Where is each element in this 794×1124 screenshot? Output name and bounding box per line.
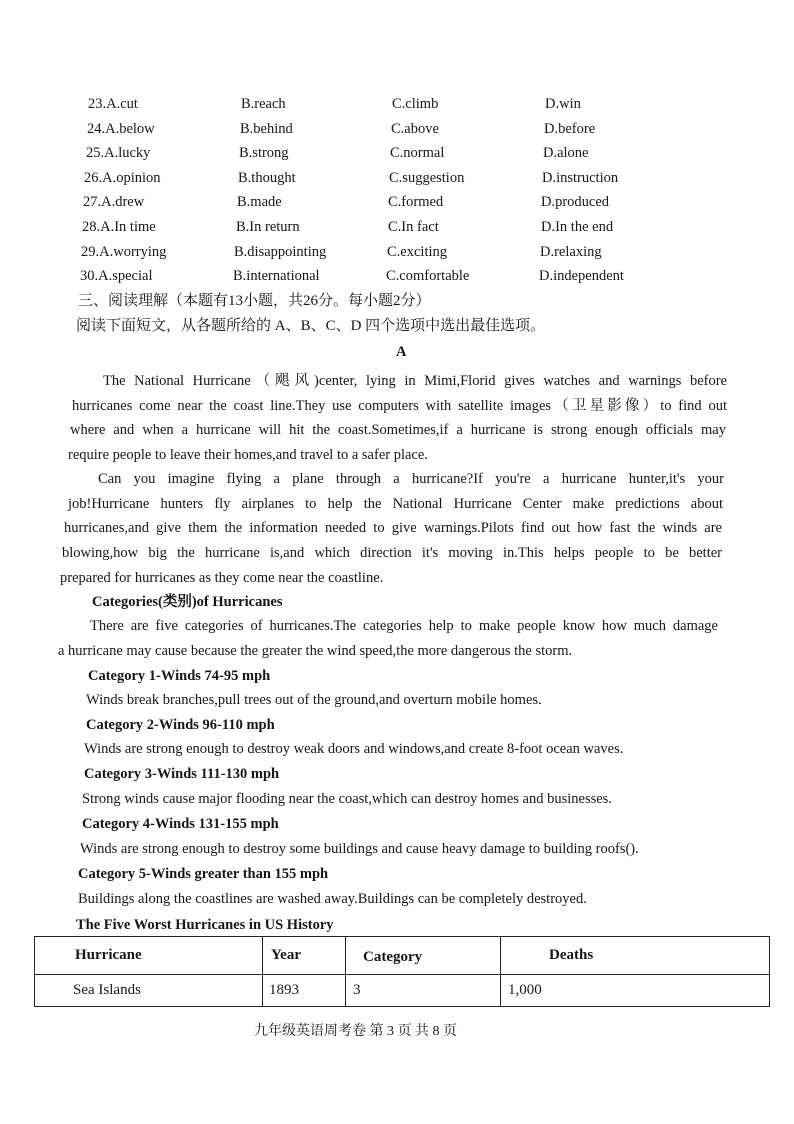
category-3-title: Category 3-Winds 111-130 mph [84, 766, 280, 782]
paragraph-2-line: hurricanes,and give them the information needed to give warnings.Pilots find out how fast the winds are [64, 520, 722, 536]
option-b: B.In return [236, 219, 300, 235]
cell-deaths: 1,000 [501, 975, 770, 1007]
option-a: 24.A.below [87, 121, 155, 137]
option-b: B.behind [240, 121, 293, 137]
header-hurricane: Hurricane [35, 937, 263, 975]
option-d: D.relaxing [540, 244, 602, 260]
option-c: C.climb [392, 96, 439, 112]
option-row-28 [0, 217, 794, 237]
category-2-desc: Winds are strong enough to destroy weak doors and windows,and create 8-foot ocean waves. [84, 741, 624, 757]
option-d: D.produced [541, 194, 610, 210]
option-d: D.win [545, 96, 581, 112]
option-b: B.thought [238, 170, 296, 186]
option-row-26 [0, 168, 794, 188]
option-c: C.suggestion [389, 170, 465, 186]
table-header-row [35, 937, 770, 975]
paragraph-1-line: hurricanes come near the coast line.They use computers with satellite images（卫星影像）to find out [72, 398, 727, 414]
option-d: D.alone [543, 145, 589, 161]
option-c: C.normal [390, 145, 445, 161]
option-b: B.reach [241, 96, 286, 112]
option-d: D.independent [539, 268, 624, 284]
option-d: D.before [544, 121, 596, 137]
category-5-desc: Buildings along the coastlines are washed away.Buildings can be completely destroyed. [78, 891, 587, 907]
option-row-27 [0, 192, 794, 212]
option-a: 28.A.In time [82, 219, 156, 235]
category-4-desc: Winds are strong enough to destroy some buildings and cause heavy damage to building roofs(). [80, 841, 639, 857]
cell-category: 3 [346, 975, 501, 1007]
hurricane-table [34, 936, 770, 1007]
option-a: 29.A.worrying [81, 244, 167, 260]
paragraph-2-line: prepared for hurricanes as they come near the coastline. [60, 570, 384, 586]
option-c: C.In fact [388, 219, 439, 235]
option-row-24 [0, 119, 794, 139]
paragraph-1-line: require people to leave their homes,and travel to a safer place. [68, 447, 428, 463]
section-heading: 三、阅读理解（本题有13小题，共26分。每小题2分） [78, 293, 431, 309]
option-a: 27.A.drew [83, 194, 145, 210]
paragraph-2-line: job!Hurricane hunters fly airplanes to help the National Hurricane Center make predictions about [68, 496, 723, 512]
cell-year: 1893 [263, 975, 346, 1007]
page-footer: 九年级英语周考卷 第 3 页 共 8 页 [254, 1024, 457, 1039]
option-a: 23.A.cut [88, 96, 138, 112]
option-b: B.international [233, 268, 320, 284]
category-5-title: Category 5-Winds greater than 155 mph [78, 866, 329, 882]
header-year: Year [263, 937, 346, 975]
option-row-29 [0, 242, 794, 262]
option-row-25 [0, 143, 794, 163]
category-3-desc: Strong winds cause major flooding near the coast,which can destroy homes and businesses. [82, 791, 612, 807]
option-a: 25.A.lucky [86, 145, 151, 161]
option-b: B.strong [239, 145, 289, 161]
categories-intro-line: There are five categories of hurricanes.The categories help to make people know how much damage [90, 618, 718, 634]
option-b: B.disappointing [234, 244, 327, 260]
option-a: 30.A.special [80, 268, 153, 284]
option-c: C.formed [388, 194, 444, 210]
option-d: D.In the end [541, 219, 614, 235]
category-1-title: Category 1-Winds 74-95 mph [88, 668, 271, 684]
option-a: 26.A.opinion [84, 170, 161, 186]
option-row-30 [0, 266, 794, 286]
categories-heading: Categories(类别)of Hurricanes [92, 594, 283, 610]
option-c: C.comfortable [386, 268, 470, 284]
paragraph-1-line: where and when a hurricane will hit the coast.Sometimes,if a hurricane is strong enough officials may [70, 422, 726, 438]
category-4-title: Category 4-Winds 131-155 mph [82, 816, 279, 832]
header-category: Category [346, 937, 501, 975]
option-c: C.exciting [387, 244, 448, 260]
category-2-title: Category 2-Winds 96-110 mph [86, 717, 275, 733]
header-deaths: Deaths [501, 937, 770, 975]
category-1-desc: Winds break branches,pull trees out of the ground,and overturn mobile homes. [86, 692, 542, 708]
paragraph-1-line: The National Hurricane（飓风)center, lying in Mimi,Florid gives watches and warnings before [103, 373, 727, 389]
categories-intro-line: a hurricane may cause because the greater the wind speed,the more dangerous the storm. [58, 643, 573, 659]
cell-hurricane: Sea Islands [35, 975, 263, 1007]
option-d: D.instruction [542, 170, 619, 186]
option-b: B.made [237, 194, 282, 210]
section-instruction: 阅读下面短文，从各题所给的 A、B、C、D 四个选项中选出最佳选项。 [76, 318, 546, 334]
table-row [35, 975, 770, 1007]
option-c: C.above [391, 121, 439, 137]
table-title: The Five Worst Hurricanes in US History [76, 917, 334, 933]
paragraph-2-line: blowing,how big the hurricane is,and which direction it's moving in.This helps people to be better [62, 545, 722, 561]
passage-label: A [396, 344, 407, 360]
paragraph-2-line: Can you imagine flying a plane through a hurricane?If you're a hurricane hunter,it's your [98, 471, 724, 487]
option-row-23 [0, 94, 794, 114]
